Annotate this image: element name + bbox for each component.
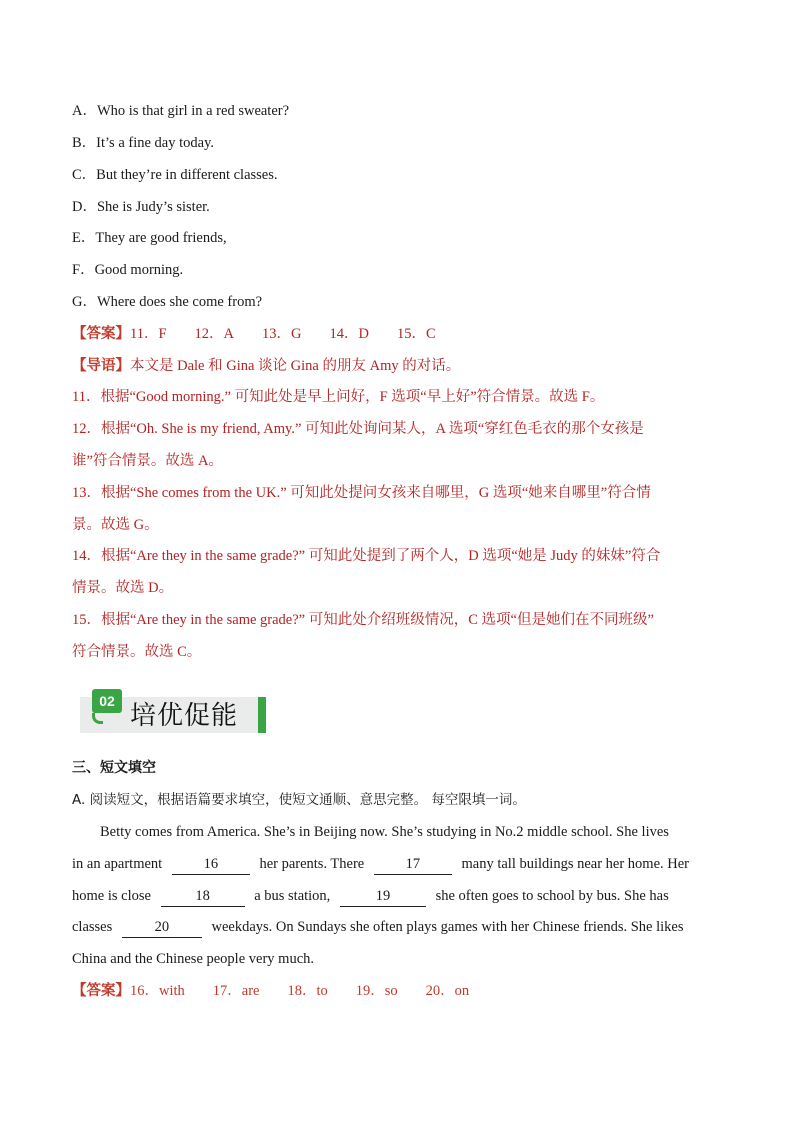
- answer-item: 12．A: [194, 326, 235, 342]
- answer-item: 19．so: [355, 983, 398, 999]
- option-f: F．Good morning.: [72, 262, 184, 278]
- blank-16: 16: [172, 854, 250, 875]
- guide-tag: 【导语】: [72, 358, 130, 374]
- option-b: B．It’s a fine day today.: [72, 135, 215, 151]
- answer-item: 16．with: [130, 983, 185, 999]
- answer-item: 13．G: [262, 326, 302, 342]
- passage-line-5: China and the Chinese people very much.: [72, 951, 315, 967]
- explanation-15-cont: 符合情景。故选 C。: [72, 644, 202, 660]
- passage-line-1: Betty comes from America. She’s in Beijing now. She’s studying in No.2 middle school. She lives: [100, 824, 669, 840]
- explanation-13-cont: 景。故选 G。: [72, 517, 159, 533]
- option-e: E．They are good friends,: [72, 230, 227, 246]
- banner-badge: 02: [92, 689, 122, 713]
- guide-line: [72, 356, 722, 376]
- passage-line-2: in an apartment 16 her parents. There 17 many tall buildings near her home. Her: [72, 854, 722, 875]
- blank-20: 20: [122, 917, 202, 938]
- answer-item: 15．C: [396, 326, 436, 342]
- answer-item: 17．are: [212, 983, 260, 999]
- passage-line-4: classes 20 weekdays. On Sundays she often plays games with her Chinese friends. She likes: [72, 917, 722, 938]
- explanation-14: 14．根据“Are they in the same grade?” 可知此处提到了两个人，D 选项“她是 Judy 的妹妹”符合: [72, 548, 661, 564]
- option-d: D．She is Judy’s sister.: [72, 199, 210, 215]
- explanation-11: 11．根据“Good morning.” 可知此处是早上问好，F 选项“早上好”符合情景。故选 F。: [72, 389, 605, 405]
- banner-accent-bar: [258, 697, 266, 733]
- answer-item: 18．to: [287, 983, 328, 999]
- passage-line-3: home is close 18 a bus station, 19 she often goes to school by bus. She has: [72, 886, 722, 907]
- explanation-12: 12．根据“Oh. She is my friend, Amy.” 可知此处询问某人，A 选项“穿红色毛衣的那个女孩是: [72, 421, 644, 437]
- answer-line-2: [72, 981, 722, 1001]
- answer-line-1: [72, 324, 722, 344]
- option-c: C．But they’re in different classes.: [72, 167, 278, 183]
- answer-tag: 【答案】: [72, 326, 130, 342]
- section-instruction: A. 阅读短文，根据语篇要求填空，使短文通顺、意思完整。 每空限填一词。: [72, 792, 526, 808]
- blank-19: 19: [340, 886, 426, 907]
- blank-18: 18: [161, 886, 245, 907]
- explanation-14-cont: 情景。故选 D。: [72, 580, 174, 596]
- guide-text: 本文是 Dale 和 Gina 谈论 Gina 的朋友 Amy 的对话。: [130, 358, 461, 374]
- answer-item: 20．on: [425, 983, 470, 999]
- explanation-15: 15．根据“Are they in the same grade?” 可知此处介绍班级情况，C 选项“但是她们在不同班级”: [72, 612, 654, 628]
- blank-17: 17: [374, 854, 452, 875]
- explanation-12-cont: 谁”符合情景。故选 A。: [72, 453, 224, 469]
- explanation-13: 13．根据“She comes from the UK.” 可知此处提问女孩来自哪里，G 选项“她来自哪里”符合情: [72, 485, 651, 501]
- option-a: A．Who is that girl in a red sweater?: [72, 103, 290, 119]
- option-g: G．Where does she come from?: [72, 294, 263, 310]
- section-banner: [80, 693, 266, 733]
- section-heading: 三、短文填空: [72, 760, 156, 776]
- banner-title: 培优促能: [130, 701, 239, 731]
- answer-tag: 【答案】: [72, 983, 130, 999]
- answer-item: 14．D: [329, 326, 369, 342]
- answer-item: 11．F: [130, 326, 167, 342]
